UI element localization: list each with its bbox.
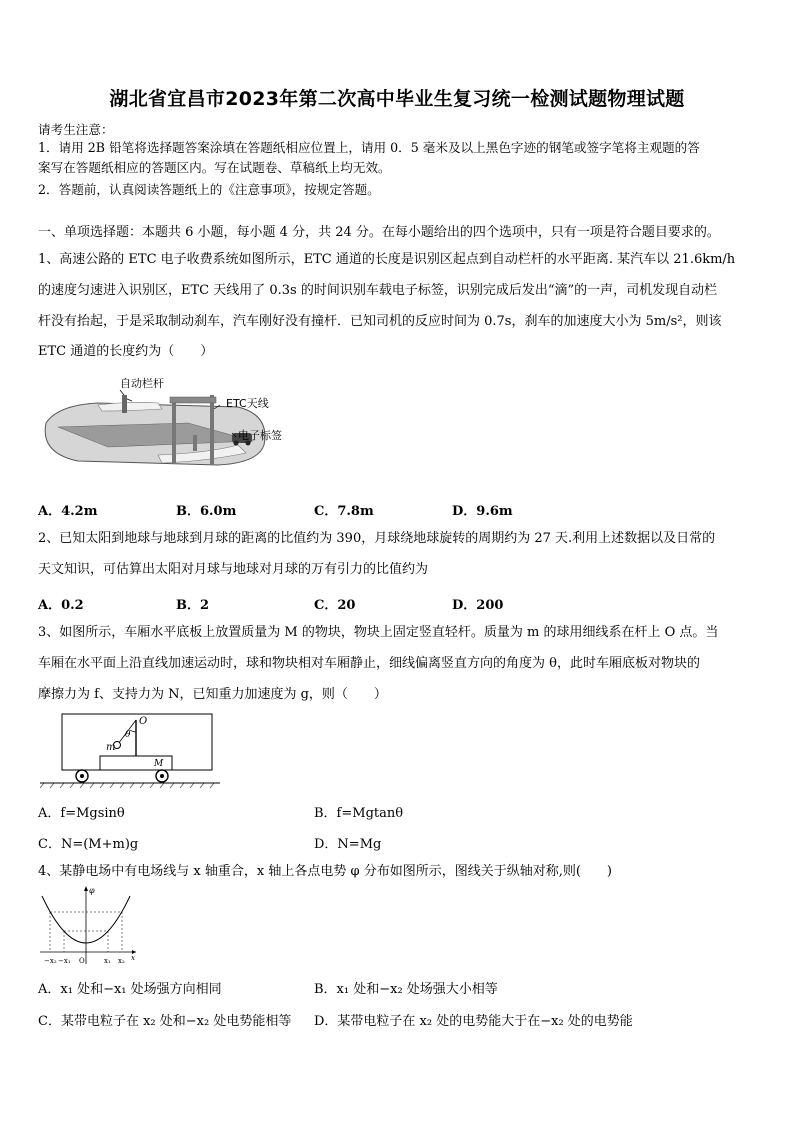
potential-graph xyxy=(36,884,140,968)
section-heading: 一、单项选择题：本题共 6 小题，每小题 4 分，共 24 分。在每小题给出的四个选项中，只有一项是符合题目要求的。 xyxy=(38,225,720,240)
option-b: B．2 xyxy=(176,598,210,613)
question-1-text: 的速度匀速进入识别区，ETC 天线用了 0.3s 的时间识别车载电子标签，识别完成后发出“滴”的一声，司机发现自动栏 xyxy=(38,283,718,298)
option-b: B．f=Mgtanθ xyxy=(314,806,404,821)
option-a: A．4.2m xyxy=(38,504,98,519)
question-2-text: 天文知识，可估算出太阳对月球与地球对月球的万有引力的比值约为 xyxy=(38,562,429,577)
figure-label: x xyxy=(131,954,135,962)
figure-label: 自动栏杆 xyxy=(120,377,164,390)
option-c: C．N=(M+m)g xyxy=(38,837,139,852)
figure-label: O xyxy=(79,957,85,965)
figure-label: O xyxy=(139,716,148,727)
option-a: A．f=Mgsinθ xyxy=(38,806,125,821)
question-3-text: 摩擦力为 f、支持力为 N，已知重力加速度为 g，则（ ） xyxy=(38,687,387,702)
option-d: D．9.6m xyxy=(452,504,513,519)
option-c: C．20 xyxy=(314,598,356,613)
etc-figure xyxy=(38,375,282,475)
option-d: D．某带电粒子在 x₂ 处的电势能大于在−x₂ 处的电势能 xyxy=(314,1014,633,1029)
option-c: C．7.8m xyxy=(314,504,374,519)
option-a: A．0.2 xyxy=(38,598,84,613)
notice-item: 2．答题前，认真阅读答题纸上的《注意事项》，按规定答题。 xyxy=(38,182,380,197)
question-1-text: 杆没有抬起，于是采取制动刹车，汽车刚好没有撞杆．已知司机的反应时间为 0.7s，刹车的加速度大小为 5m/s²，则该 xyxy=(38,314,722,329)
figure-label: −x₁ xyxy=(58,957,71,965)
notice-item: 案写在答题纸相应的答题区内。写在试题卷、草稿纸上均无效。 xyxy=(38,160,391,175)
page-title: 湖北省宜昌市2023年第二次高中毕业生复习统一检测试题物理试题 xyxy=(109,88,685,110)
figure-label: m xyxy=(106,742,116,753)
question-1-text: ETC 通道的长度约为（ ） xyxy=(38,344,214,359)
question-3-text: 车厢在水平面上沿直线加速运动时，球和物块相对车厢静止，细线偏离竖直方向的角度为 θ，此时车厢底板对物块的 xyxy=(38,656,700,671)
option-c: C．某带电粒子在 x₂ 处和−x₂ 处电势能相等 xyxy=(38,1014,292,1029)
figure-label: θ xyxy=(125,730,131,740)
figure-label: −x₂ xyxy=(44,957,57,965)
figure-label: x₁ xyxy=(104,957,111,965)
figure-label: φ xyxy=(89,886,95,895)
notice-item: 1．请用 2B 铅笔将选择题答案涂填在答题纸相应位置上，请用 0．5 毫米及以上黑色字迹的钢笔或签字笔将主观题的答 xyxy=(38,140,700,155)
option-b: B．6.0m xyxy=(176,504,237,519)
notice-heading: 请考生注意： xyxy=(38,122,114,137)
question-3-text: 3、如图所示，车厢水平底板上放置质量为 M 的物块，物块上固定竖直轻杆。质量为 m 的球用细线系在杆上 O 点。当 xyxy=(38,625,719,640)
option-b: B．x₁ 处和−x₂ 处场强大小相等 xyxy=(314,982,498,997)
figure-label: 电子标签 xyxy=(238,429,282,442)
option-d: D．N=Mg xyxy=(314,837,382,852)
figure-label: M xyxy=(154,759,164,769)
option-d: D．200 xyxy=(452,598,504,613)
question-4-text: 4、某静电场中有电场线与 x 轴重合，x 轴上各点电势 φ 分布如图所示，图线关于纵轴对称,则( ) xyxy=(38,864,612,879)
option-a: A．x₁ 处和−x₁ 处场强方向相同 xyxy=(38,982,222,997)
car-figure xyxy=(40,712,220,790)
figure-label: x₂ xyxy=(118,957,125,965)
figure-label: ETC天线 xyxy=(226,397,269,410)
question-1-text: 1、高速公路的 ETC 电子收费系统如图所示，ETC 通道的长度是识别区起点到自动栏杆的水平距离. 某汽车以 21.6km/h xyxy=(38,252,736,267)
question-2-text: 2、已知太阳到地球与地球到月球的距离的比值约为 390，月球绕地球旋转的周期约为 27 天.利用上述数据以及日常的 xyxy=(38,531,716,546)
